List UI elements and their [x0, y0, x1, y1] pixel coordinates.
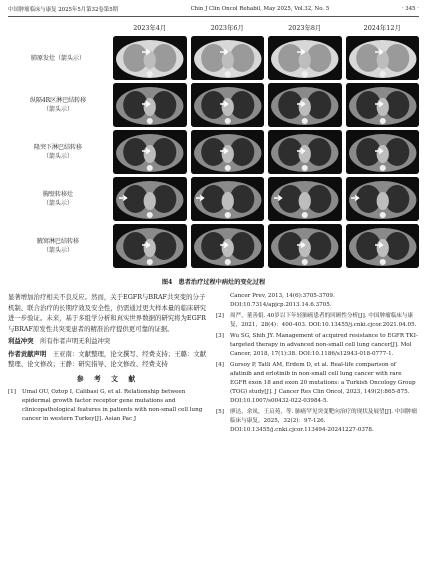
scan-strip [113, 224, 419, 268]
reference-item [8, 388, 208, 424]
reference-text: Umal OU, Oztop I, Calibasi G, et al. Relationship between epidermal growth factor receptor gene mutations and clinicopathological features in patients with non-small cell lung cancer in western Turkey[J]. Asian Pac J [22, 389, 203, 422]
column-header: 2023年4月 [133, 24, 167, 32]
row-label-line: （箭头示） [42, 153, 73, 160]
ct-scan-image [268, 177, 342, 221]
ct-scan-image [346, 224, 420, 268]
row-label-line: 胸壁转移灶 [42, 191, 73, 198]
ct-scan-image [191, 177, 265, 221]
figure-row [8, 224, 419, 268]
lesion-arrow-icon [274, 195, 284, 201]
figure-row [8, 177, 419, 221]
lesion-arrow-icon [220, 242, 230, 248]
row-label-line: 腋窝淋巴结转移 [36, 238, 79, 245]
reference-text: Wu SG, Shih JY. Management of acquired resistance to EGFR TKI-targeted therapy in advanced non-small cell lung cancer[J]. Mol Cancer, 2018, 17(1):38. DOI:10.1186/s12943-018-0777-1. [230, 333, 418, 357]
lesion-arrow-icon [375, 49, 385, 55]
figure-caption: 图4 患者治疗过程中病灶的变化过程 [161, 279, 266, 286]
ct-scan-image [268, 224, 342, 268]
reference-number: [1] [8, 389, 16, 395]
references-title: 参 考 文 献 [76, 374, 140, 383]
lesion-arrow-icon [196, 195, 206, 201]
lesion-arrow-icon [297, 242, 307, 248]
column-header: 2024年12月 [363, 24, 401, 32]
column-header: 2023年6月 [210, 24, 244, 32]
ct-scan-image [113, 83, 187, 127]
lesion-arrow-icon [375, 101, 385, 107]
row-label-line: （箭头示） [42, 200, 73, 207]
lesion-arrow-icon [297, 101, 307, 107]
row-label-line: （箭头示） [42, 247, 73, 254]
conflict-label: 利益冲突 [8, 337, 34, 345]
row-label [8, 130, 108, 174]
row-label-line: 肺原发灶（箭头示） [30, 54, 85, 62]
header-rule [8, 16, 419, 17]
figure-row [8, 130, 419, 174]
row-label-line: 隆突下淋巴结转移 [33, 144, 82, 151]
ct-scan-image [191, 130, 265, 174]
contrib-label: 作者贡献声明 [8, 349, 47, 358]
row-label [8, 177, 108, 221]
journal-issue-en: Chin J Clin Oncol Rehabil, May 2025, Vol.32, No. 5 [190, 6, 330, 12]
ct-scan-image [268, 83, 342, 127]
lesion-arrow-icon [220, 101, 230, 107]
ct-scan-image [346, 177, 420, 221]
row-label [8, 36, 108, 80]
page-number: · 345 · [401, 6, 419, 12]
ct-scan-image [113, 224, 187, 268]
body-paragraph: 显著增加治疗相关不良反应。然而，关于EGFR与BRAF共突变的分子机制、联合治疗的长期疗效及安全性，仍需通过更大样本量的临床研究进一步验证。未来，基于多组学分析和真实世界数据的研究将为EGFR与BRAF原发性共突变患者的精准治疗提供更可靠的证据。 [8, 293, 207, 333]
ct-scan-image [113, 36, 187, 80]
ct-scan-image [346, 36, 420, 80]
lesion-arrow-icon [297, 49, 307, 55]
figure-column-headers [113, 22, 419, 34]
reference-item [216, 332, 419, 359]
ct-scan-image [191, 36, 265, 80]
lesion-arrow-icon [142, 101, 152, 107]
lesion-arrow-icon [119, 195, 129, 201]
ct-scan-image [113, 130, 187, 174]
scan-strip [113, 83, 419, 127]
conflict-text: 所有作者声明无利益冲突 [39, 337, 111, 345]
running-header [8, 3, 419, 15]
reference-number: [4] [216, 362, 224, 368]
lesion-arrow-icon [375, 242, 385, 248]
reference-item [216, 361, 419, 406]
scan-strip [113, 130, 419, 174]
reference-item [216, 312, 419, 330]
reference-text: 周严，董善娟. 40岁以下年轻肺癌患者的回顾性分析[J]. 中国肿瘤临床与康复，2021，28(4)：400-403. DOI:10.13455/j.cnki.cjcor.2021.04.05. [230, 313, 417, 328]
reference-number: [5] [216, 409, 224, 415]
left-column [8, 292, 208, 426]
lesion-arrow-icon [142, 148, 152, 154]
row-label-line: 纵隔4R区淋巴结转移 [29, 97, 87, 104]
reference-text: Cancer Prev, 2013, 14(6):3705-3709. DOI:10.7314/apjcp.2013.14.6.3705. [230, 293, 335, 308]
figure-row [8, 83, 419, 127]
contrib-text: 王亚南：文献整理，论文撰写、经费支持；王璐：文献整理、论文修改；王静：研究指导、论文修改、经费支持 [8, 349, 207, 368]
ct-scan-image [268, 36, 342, 80]
reference-number: [2] [216, 313, 224, 319]
reference-text: Gursoy P, Tatli AM, Erdem D, et al. Real-life comparison of afatinib and erlotinib in non-small cell lung cancer with rare EGFR exon 18 and exon 20 mutations: a Turkish Oncology Group (TOG) study[J]. J Cancer Res Clin Oncol, 2023, 149(2):865-875. DOI:10.1007/s00432-022-03984-5. [230, 362, 416, 404]
scan-strip [113, 36, 419, 80]
column-header: 2023年8月 [288, 24, 322, 32]
reference-item [216, 292, 419, 310]
lesion-arrow-icon [351, 195, 361, 201]
ct-figure [8, 22, 419, 272]
reference-item [216, 408, 419, 435]
row-label-line: （箭头示） [42, 106, 73, 113]
journal-issue-cn: 中国肿瘤临床与康复 2025年5月第32卷第5期 [8, 7, 119, 13]
scan-strip [113, 177, 419, 221]
lesion-arrow-icon [220, 49, 230, 55]
conflict-statement [8, 336, 208, 347]
lesion-arrow-icon [297, 148, 307, 154]
reference-text: 廖达，余凤，王启苑，等. 肺癌罕见突变靶向治疗的现状及展望[J]. 中国肿瘤临床与康复，2025，32(2)：97-126. DOI:10.13455/j.cnki.cjcor.113494-20241227-0378. [230, 409, 418, 433]
lesion-arrow-icon [142, 242, 152, 248]
row-label [8, 224, 108, 268]
reference-number: [3] [216, 333, 224, 339]
ct-scan-image [191, 224, 265, 268]
row-label [8, 83, 108, 127]
lesion-arrow-icon [220, 148, 230, 154]
ct-scan-image [113, 177, 187, 221]
figure-row [8, 36, 419, 80]
ct-scan-image [346, 83, 420, 127]
ct-scan-image [346, 130, 420, 174]
ct-scan-image [191, 83, 265, 127]
right-column [216, 292, 419, 437]
contribution-statement [8, 349, 208, 370]
ct-scan-image [268, 130, 342, 174]
lesion-arrow-icon [375, 148, 385, 154]
reference-number [216, 292, 230, 310]
lesion-arrow-icon [142, 49, 152, 55]
